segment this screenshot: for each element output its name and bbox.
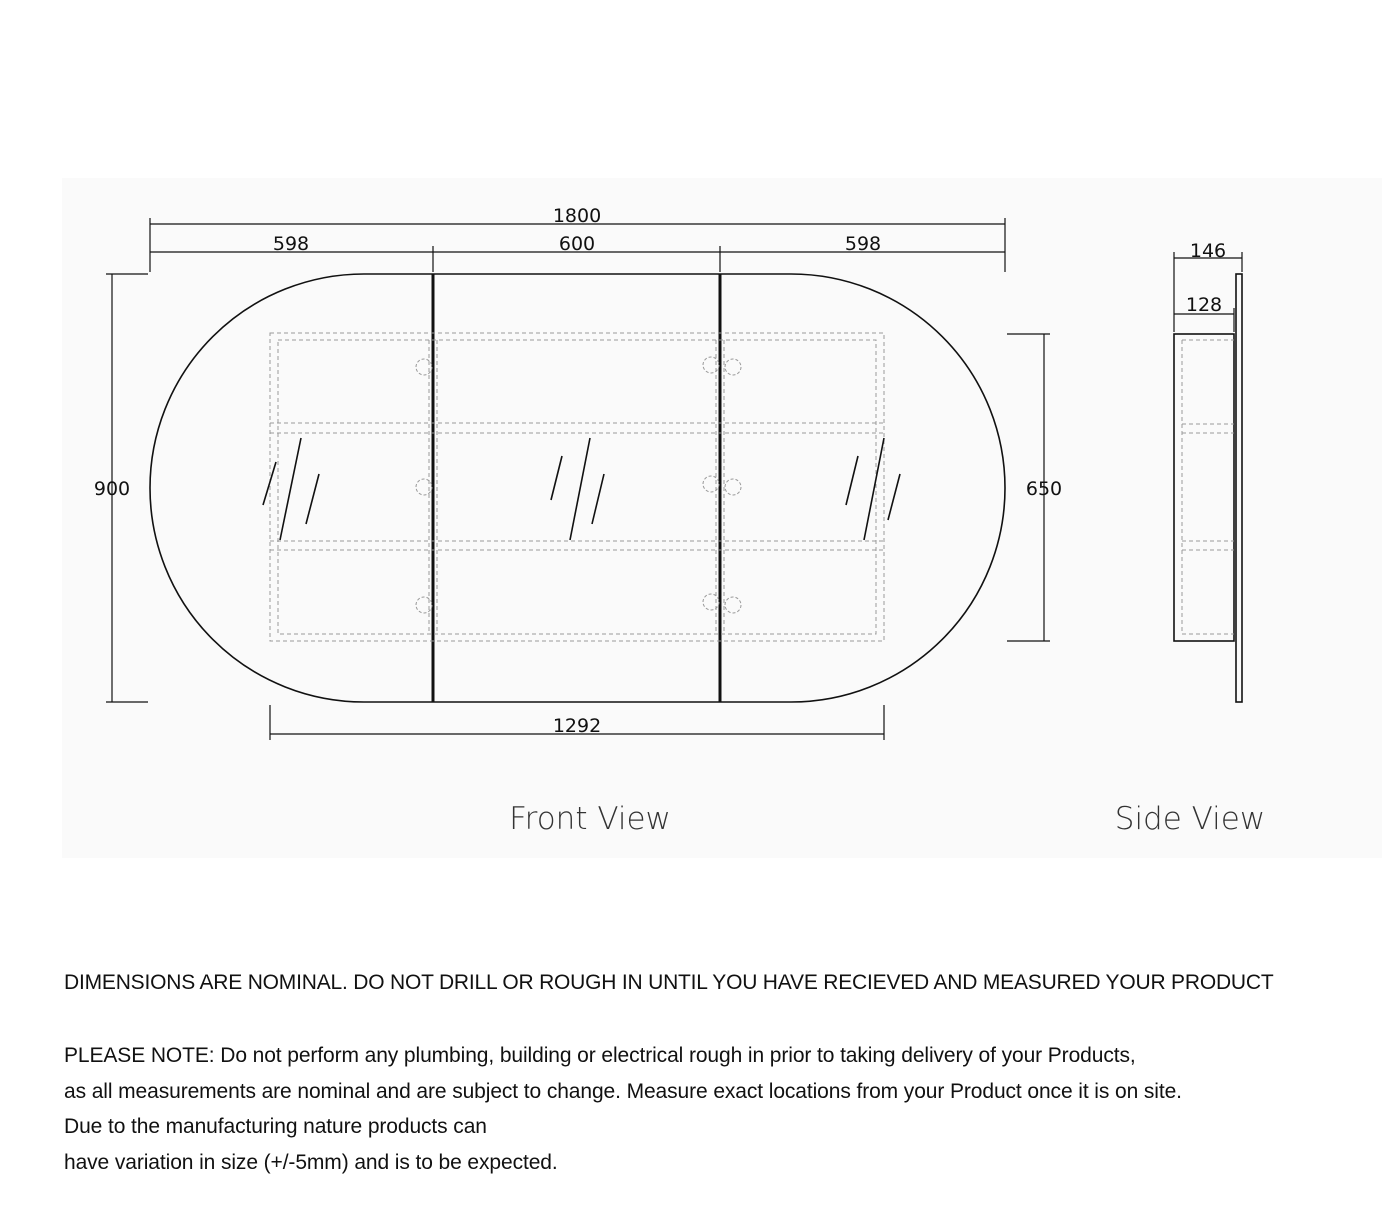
please-note-block	[64, 1038, 1384, 1180]
note-line: Due to the manufacturing nature products can	[64, 1115, 487, 1138]
note-line: as all measurements are nominal and are subject to change. Measure exact locations from your Product once it is on site.	[64, 1079, 1182, 1103]
right-door-width-label: 598	[844, 233, 882, 255]
overall-depth-label: 146	[1189, 240, 1227, 262]
note-line: have variation in size (+/-5mm) and is to be expected.	[64, 1150, 558, 1174]
cabinet-height-label: 650	[1025, 478, 1063, 500]
cabinet-depth-label: 128	[1185, 294, 1223, 316]
center-door-width-label: 600	[558, 233, 596, 255]
side-view-title: Side View	[1114, 801, 1266, 837]
drawing-background	[62, 178, 1382, 858]
note-line: PLEASE NOTE: Do not perform any plumbing, building or electrical rough in prior to taking delivery of your Products,	[64, 1044, 1136, 1067]
overall-width-label: 1800	[552, 205, 602, 227]
cabinet-width-label: 1292	[552, 715, 602, 737]
notes-section	[64, 968, 1384, 1180]
overall-height-label: 900	[93, 478, 131, 500]
left-door-width-label: 598	[272, 233, 310, 255]
nominal-dimensions-warning: DIMENSIONS ARE NOMINAL. DO NOT DRILL OR ROUGH IN UNTIL YOU HAVE RECIEVED AND MEASURED YOUR PRODUCT	[64, 971, 1274, 994]
front-view-title: Front View	[509, 801, 671, 837]
